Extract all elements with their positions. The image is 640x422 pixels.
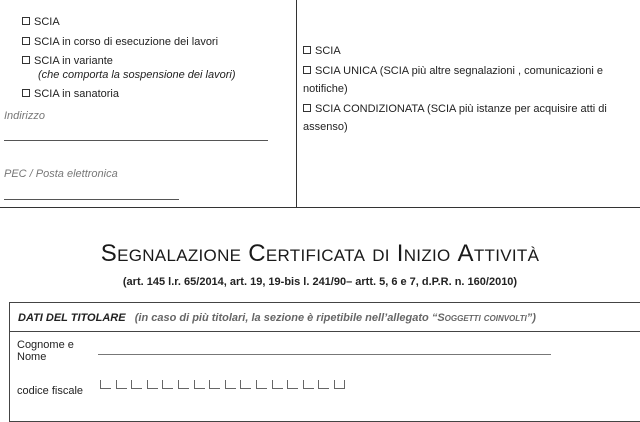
tax-code-cell[interactable] [318,380,329,389]
top-section-divider [0,207,640,208]
tax-code-cell[interactable] [334,380,345,389]
checkbox-icon[interactable] [303,66,311,74]
checkbox-icon[interactable] [303,104,311,112]
checkbox-icon[interactable] [22,17,30,25]
pec-label: PEC / Posta elettronica [4,168,118,180]
option-variante-note: (che comporta la sospensione dei lavori) [38,69,236,81]
tax-code-cell[interactable] [240,380,251,389]
surname-field[interactable] [98,354,551,355]
address-field[interactable] [4,140,268,141]
option-scia-in-sanatoria[interactable]: SCIA in sanatoria [22,87,119,101]
tax-code-label: codice fiscale [17,385,84,397]
address-label: Indirizzo [4,110,45,122]
page-subtitle: (art. 145 l.r. 65/2014, art. 19, 19-bis l. 241/90– artt. 5, 6 e 7, d.P.R. n. 160/2010) [122,276,518,288]
tax-code-cell[interactable] [131,380,142,389]
tax-code-cell[interactable] [287,380,298,389]
surname-label: Cognome e Nome [17,339,74,363]
option-scia-right[interactable]: SCIA [303,44,341,58]
section-note: (in caso di più titolari, la sezione è ripetibile nell’allegato “Soggetti coinvolti”) [134,312,536,324]
checkbox-icon[interactable] [22,56,30,64]
option-scia-left[interactable]: SCIA [22,15,60,29]
tax-code-cell[interactable] [147,380,158,389]
tax-code-cell[interactable] [116,380,127,389]
tax-code-cell[interactable] [225,380,236,389]
section-title: DATI DEL TITOLARE [18,312,126,324]
tax-code-cell[interactable] [100,380,111,389]
option-scia-in-corso[interactable]: SCIA in corso di esecuzione dei lavori [22,35,218,49]
tax-code-cell[interactable] [209,380,220,389]
tax-code-cell[interactable] [178,380,189,389]
tax-code-cell[interactable] [162,380,173,389]
tax-code-cell[interactable] [194,380,205,389]
option-scia-condizionata[interactable]: SCIA CONDIZIONATA (SCIA più istanze per acquisire atti di assenso) [303,103,607,133]
column-divider [296,0,297,207]
tax-code-cell[interactable] [272,380,283,389]
option-scia-unica[interactable]: SCIA UNICA (SCIA più altre segnalazioni , comunicazioni e notifiche) [303,65,603,95]
pec-field[interactable] [4,199,179,200]
tax-code-cell[interactable] [256,380,267,389]
checkbox-icon[interactable] [303,46,311,54]
section-heading [18,312,536,324]
checkbox-icon[interactable] [22,89,30,97]
tax-code-cell[interactable] [303,380,314,389]
checkbox-icon[interactable] [22,37,30,45]
page-title: Segnalazione Certificata di Inizio Attività [100,240,540,267]
option-scia-in-variante[interactable]: SCIA in variante [22,54,113,68]
